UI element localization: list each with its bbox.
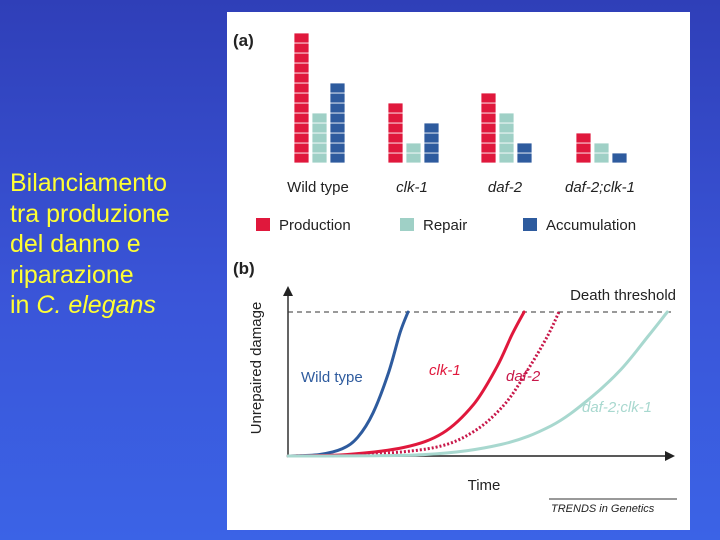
- bar-unit: [388, 153, 403, 163]
- legend-label: Accumulation: [546, 217, 637, 234]
- bar-unit: [576, 143, 591, 153]
- bar-unit: [517, 153, 532, 163]
- bar-unit: [294, 63, 309, 73]
- category-label-daf-2-clk-1: daf-2;clk-1: [564, 179, 636, 196]
- bar-unit: [388, 103, 403, 113]
- bar-group-wild-type: [287, 33, 349, 196]
- bar-group-daf-2-clk-1: [565, 133, 635, 196]
- bar-wild-type-production: [294, 33, 309, 163]
- legend-swatch: [523, 218, 537, 231]
- bar-unit: [330, 93, 345, 103]
- bar-daf-2-clk-1-accumulation: [612, 153, 627, 163]
- bar-clk-1-repair: [406, 143, 421, 163]
- bar-unit: [406, 153, 421, 163]
- x-axis-arrow: [665, 451, 675, 461]
- line-chart: [248, 286, 676, 494]
- y-axis-title: Unrepaired damage: [248, 301, 265, 435]
- bar-legend: [256, 217, 636, 234]
- bar-unit: [330, 143, 345, 153]
- bar-unit: [424, 143, 439, 153]
- bar-unit: [312, 123, 327, 133]
- bar-unit: [312, 143, 327, 153]
- bar-unit: [499, 123, 514, 133]
- bar-unit: [294, 33, 309, 43]
- bar-unit: [576, 133, 591, 143]
- bar-unit: [481, 153, 496, 163]
- bar-unit: [424, 133, 439, 143]
- bar-clk-1-production: [388, 103, 403, 163]
- bar-unit: [481, 113, 496, 123]
- curve-label-daf-2: daf-2: [506, 368, 541, 385]
- bar-unit: [388, 143, 403, 153]
- curve-label-wild-type: Wild type: [301, 369, 363, 386]
- bar-daf-2-accumulation: [517, 143, 532, 163]
- bar-unit: [330, 123, 345, 133]
- bar-unit: [388, 113, 403, 123]
- title-line-2: tra produzione: [10, 199, 170, 228]
- legend-item-accumulation: [523, 217, 636, 234]
- bar-unit: [294, 53, 309, 63]
- bar-daf-2-clk-1-production: [576, 133, 591, 163]
- title-line-3: del danno e: [10, 230, 141, 258]
- bar-unit: [388, 133, 403, 143]
- legend-label: Production: [279, 217, 351, 234]
- bar-unit: [594, 143, 609, 153]
- bar-unit: [294, 113, 309, 123]
- title-line-4: riparazione: [10, 260, 134, 289]
- category-label-clk-1: clk-1: [396, 179, 428, 196]
- bar-unit: [330, 83, 345, 93]
- bar-chart: [287, 33, 635, 196]
- figure-svg: [227, 12, 690, 530]
- bar-unit: [294, 93, 309, 103]
- curve-label-daf-2-clk-1: daf-2;clk-1: [582, 399, 653, 416]
- bar-unit: [294, 83, 309, 93]
- bar-unit: [499, 113, 514, 123]
- title-species: C. elegans: [36, 291, 156, 319]
- bar-unit: [481, 123, 496, 133]
- slide-title: [10, 168, 225, 321]
- panel-b-label: (b): [233, 259, 255, 278]
- bar-unit: [294, 43, 309, 53]
- title-line-5: [10, 290, 225, 321]
- legend-item-repair: [400, 217, 467, 234]
- bar-unit: [294, 133, 309, 143]
- figure-panel: [227, 12, 690, 530]
- threshold-label: Death threshold: [570, 287, 676, 304]
- bar-unit: [424, 123, 439, 133]
- bar-unit: [612, 153, 627, 163]
- bar-clk-1-accumulation: [424, 123, 439, 163]
- bar-unit: [517, 143, 532, 153]
- bar-unit: [312, 153, 327, 163]
- bar-unit: [481, 103, 496, 113]
- bar-daf-2-clk-1-repair: [594, 143, 609, 163]
- bar-unit: [330, 133, 345, 143]
- bar-unit: [499, 143, 514, 153]
- bar-unit: [406, 143, 421, 153]
- bar-unit: [499, 153, 514, 163]
- legend-swatch: [400, 218, 414, 231]
- title-line-1: Bilanciamento: [10, 169, 168, 197]
- bar-daf-2-production: [481, 93, 496, 163]
- source-credit: TRENDS in Genetics: [551, 503, 655, 515]
- category-label-wild-type: Wild type: [287, 179, 349, 196]
- bar-daf-2-repair: [499, 113, 514, 163]
- bar-unit: [388, 123, 403, 133]
- bar-unit: [294, 123, 309, 133]
- legend-label: Repair: [423, 217, 468, 234]
- bar-unit: [312, 113, 327, 123]
- bar-unit: [481, 143, 496, 153]
- panel-a-label: (a): [233, 31, 254, 50]
- bar-unit: [312, 133, 327, 143]
- bar-unit: [294, 153, 309, 163]
- curve-label-clk-1: clk-1: [429, 362, 461, 379]
- bar-unit: [294, 103, 309, 113]
- bar-group-clk-1: [388, 103, 439, 196]
- bar-group-daf-2: [481, 93, 532, 196]
- bar-unit: [330, 153, 345, 163]
- bar-unit: [294, 73, 309, 83]
- y-axis-arrow: [283, 286, 293, 296]
- legend-item-production: [256, 217, 351, 234]
- bar-wild-type-accumulation: [330, 83, 345, 163]
- x-axis-title: Time: [467, 477, 501, 494]
- bar-unit: [576, 153, 591, 163]
- bar-unit: [424, 153, 439, 163]
- bar-unit: [330, 103, 345, 113]
- bar-unit: [330, 113, 345, 123]
- bar-unit: [294, 143, 309, 153]
- title-line-5-prefix: in: [10, 291, 37, 319]
- bar-wild-type-repair: [312, 113, 327, 163]
- bar-unit: [594, 153, 609, 163]
- bar-unit: [499, 133, 514, 143]
- bar-unit: [481, 93, 496, 103]
- legend-swatch: [256, 218, 270, 231]
- bar-unit: [481, 133, 496, 143]
- category-label-daf-2: daf-2: [487, 179, 523, 196]
